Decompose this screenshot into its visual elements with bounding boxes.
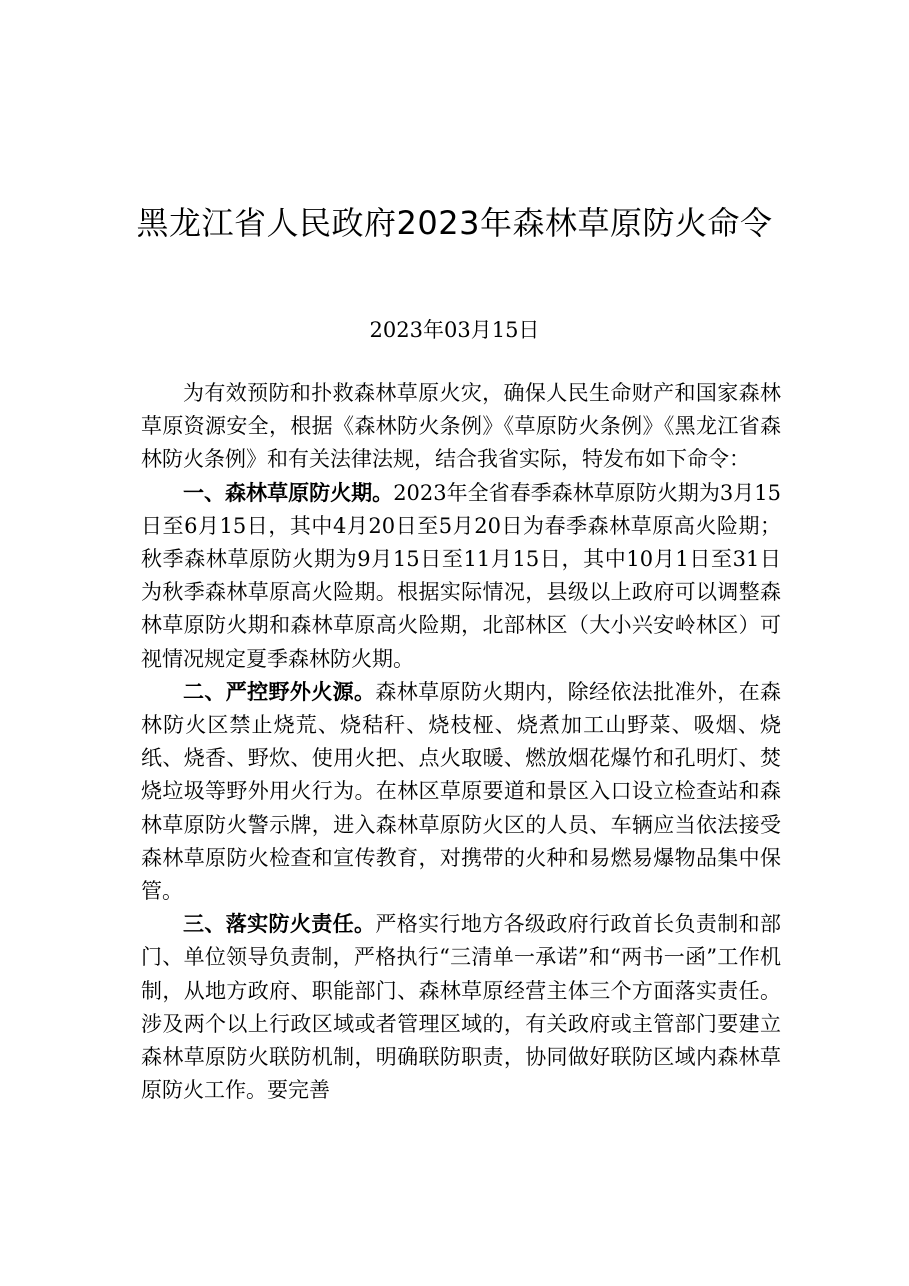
- paragraph-text: 为有效预防和扑救森林草原火灾，确保人民生命财产和国家森林草原资源安全，根据《森林防火条例》《草原防火条例》《黑龙江省森林防火条例》和有关法律法规，结合我省实际，特发布如下命令：: [141, 381, 781, 472]
- paragraph-text: 2023年全省春季森林草原防火期为3月15日至6月15日，其中4月20日至5月20日为春季森林草原高火险期；秋季森林草原防火期为9月15日至11月15日，其中10月1日至31日为秋季森林草原高火险期。根据实际情况，县级以上政府可以调整森林草原防火期和森林草原高火险期，北部林区（大小兴安岭林区）可视情况规定夏季森林防火期。: [141, 480, 782, 671]
- paragraph-intro: [141, 377, 781, 477]
- paragraph-text: 森林草原防火期内，除经依法批准外，在森林防火区禁止烧荒、烧秸秆、烧枝桠、烧煮加工山野菜、吸烟、烧纸、烧香、野炊、使用火把、点火取暖、燃放烟花爆竹和孔明灯、焚烧垃圾等野外用火行为。在林区草原要道和景区入口设立检查站和森林草原防火警示牌，进入森林草原防火区的人员、车辆应当依法接受森林草原防火检查和宣传教育，对携带的火种和易燃易爆物品集中保管。: [141, 679, 782, 904]
- document-date: 2023年03月15日: [369, 318, 540, 342]
- paragraph-text: 严格实行地方各级政府行政首长负责制和部门、单位领导负责制，严格执行“三清单一承诺”和“两书一函”工作机制，从地方政府、职能部门、森林草原经营主体三个方面落实责任。涉及两个以上行政区域或者管理区域的，有关政府或主管部门要建立森林草原防火联防机制，明确联防职责，协同做好联防区域内森林草原防火工作。要完善: [141, 912, 782, 1103]
- paragraph-fire-season: [141, 477, 781, 676]
- paragraph-heading: 二、严控野外火源。: [183, 679, 376, 704]
- paragraph-heading: 一、森林草原防火期。: [183, 480, 394, 505]
- paragraph-fire-sources: [141, 676, 781, 908]
- paragraph-responsibility: [141, 908, 781, 1107]
- document-title: 黑龙江省人民政府2023年森林草原防火命令: [136, 204, 773, 242]
- document-body: [141, 377, 781, 1107]
- paragraph-heading: 三、落实防火责任。: [183, 912, 376, 937]
